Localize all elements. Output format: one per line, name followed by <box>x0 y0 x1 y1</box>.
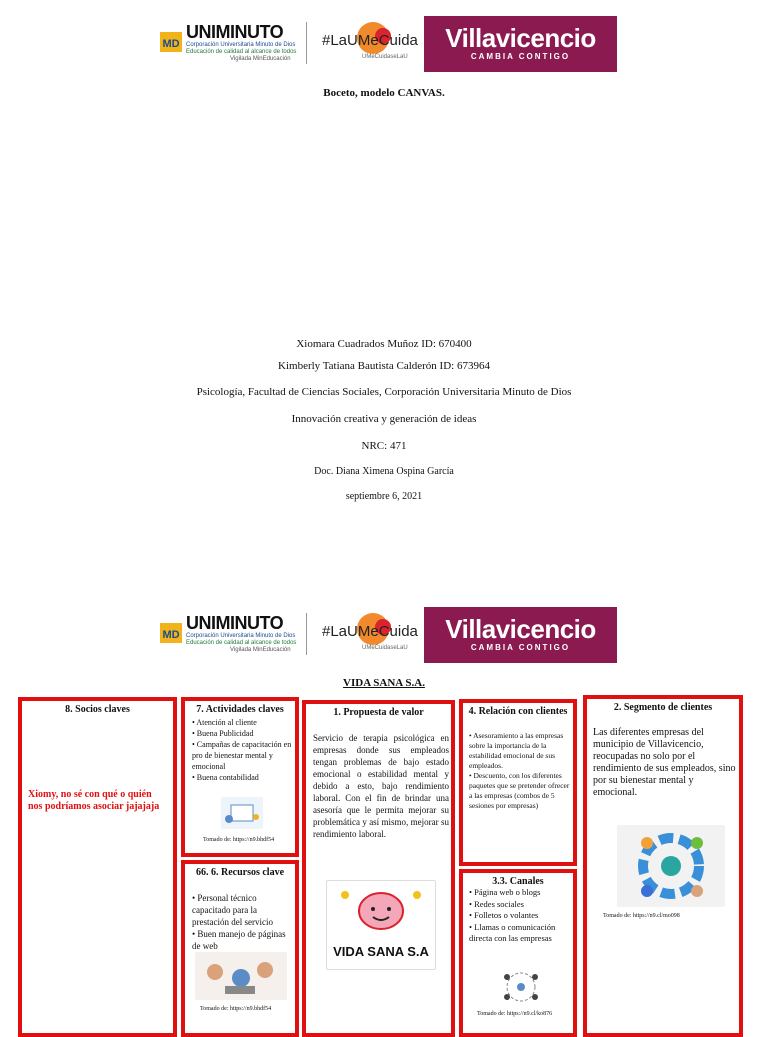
faculty: Psicología, Facultad de Ciencias Sociales, Corporación Universitaria Minuto de Dios <box>196 386 572 398</box>
svg-text:MD: MD <box>162 629 180 641</box>
list-item: • Descuento, con los diferentes paquetes que se pretender ofrecer a las empresas (combos de 5 sesiones por empresas) <box>469 771 570 810</box>
box-relacion-clientes: 4. Relación con clientes • Asesoramiento a las empresas sobre la importancia de la estabilidad emocional de sus empleados. • Descuento, con los diferentes paquetes que se pretender ofrecer a las empresas (combos de 5 sesiones por empresas) <box>459 699 577 866</box>
relacion-list <box>469 731 573 811</box>
uniminuto-logo: MD UNIMINUTO Corporación Universitaria Minuto de Dios Educación de calidad al alcance de todos Vigilada MinEducación <box>160 22 300 64</box>
date: septiembre 6, 2021 <box>345 491 423 502</box>
header-logos-top <box>0 16 768 72</box>
logo-separator <box>306 613 307 655</box>
segmento-text: Las diferentes empresas del municipio de Villavicencio, reocupadas no solo por el rendimiento de sus empleados, sino por su bienestar mental y emocional. <box>593 727 736 798</box>
list-item: • Campañas de capacitación en pro de bienestar mental y emocional <box>192 740 292 771</box>
box-propuesta-valor: 1. Propuesta de valor Servicio de terapia psicológica en empresas donde sus empleados tengan problemas de bajo estado emocional o estabilidad mental y debido a esto, bajo rendimiento laboral. Con el fin de brindar una asesoría que le permita mejorar su problemática y así mismo, mejorar su rendimiento laboral. VIDA SANA S.A <box>302 700 455 1037</box>
source-note: Tomado de: https://n9.bhdf54 <box>200 1006 272 1012</box>
channels-network-icon <box>497 967 545 1007</box>
box-recursos-clave: 66. 6. Recursos clave • Personal técnico capacitado para la prestación del servicio • Buen manejo de páginas de web Tomado de: https://n9.bhdf54 <box>181 860 299 1037</box>
box-socios-claves: 8. Socios claves Xiomy, no sé con qué o quién nos podríamos asociar jajajaja <box>18 697 177 1037</box>
document-title: Boceto, modelo CANVAS. <box>323 87 445 99</box>
logo-separator <box>306 22 307 64</box>
source-note: Tomado de: https://n9.cl/ko876 <box>477 1011 553 1017</box>
list-item: • Buena contabilidad <box>192 773 259 782</box>
list-item: • Buena Publicidad <box>192 729 254 738</box>
box-segmento-clientes: 2. Segmento de clientes Las diferentes empresas del municipio de Villavicencio, reocupadas no solo por el rendimiento de sus empleados, sino por su bienestar mental y emocional. Tomado de: https://n9.cl/mo098 <box>583 695 743 1037</box>
course-name: Innovación creativa y generación de ideas <box>291 413 477 425</box>
customer-segment-gear-icon <box>617 825 725 907</box>
canvas-title: VIDA SANA S.A. <box>343 677 425 689</box>
header-logos-page2 <box>0 607 768 663</box>
socios-note: Xiomy, no sé con qué o quién nos podríamos asociar jajajaja <box>28 789 160 812</box>
canales-list <box>469 887 573 945</box>
list-item: • Llamas o comunicación directa con las empresas <box>469 921 556 943</box>
brain-icon <box>327 881 435 939</box>
author-1: Xiomara Cuadrados Muñoz ID: 670400 <box>296 338 472 350</box>
vida-sana-image-text: VIDA SANA S.A <box>333 944 429 959</box>
list-item: • Asesoramiento a las empresas sobre la importancia de la estabilidad emocional de sus empleados. <box>469 731 564 770</box>
laumecuida-logo: #LaUMeCuida UMeCuidaseLaU <box>322 22 414 66</box>
teacher: Doc. Diana Ximena Ospina García <box>314 466 454 477</box>
recursos-list <box>192 892 292 952</box>
actividades-list <box>192 717 292 783</box>
source-note: Tomado de: https://n9.cl/mo098 <box>603 913 680 919</box>
list-item: • Redes sociales <box>469 898 524 909</box>
uniminuto-logo: MD UNIMINUTO Corporación Universitaria Minuto de Dios Educación de calidad al alcance de todos Vigilada MinEducación <box>160 613 300 655</box>
propuesta-text: Servicio de terapia psicológica en empresas donde sus empleados tengan problemas de bajo estado emocional o estabilidad mental y debido a esto, bajo rendimiento laboral. Con el fin de brindar una asesoría que le permita mejorar su problemática y así mismo, mejorar su rendimiento laboral. <box>313 733 449 839</box>
laumecuida-logo: #LaUMeCuida UMeCuidaseLaU <box>322 613 414 657</box>
vida-sana-brain-illustration <box>326 880 436 970</box>
uniminuto-mark-icon <box>160 617 186 647</box>
villavicencio-logo: Villavicencio CAMBIA CONTIGO <box>424 607 617 663</box>
list-item: • Página web o blogs <box>469 887 541 897</box>
list-item: • Buen manejo de páginas de web <box>192 929 286 951</box>
team-hands-illustration-icon <box>195 952 287 1000</box>
author-2: Kimberly Tatiana Bautista Calderón ID: 673964 <box>278 360 490 372</box>
box-actividades-claves: 7. Actividades claves • Atención al cliente • Buena Publicidad • Campañas de capacitación en pro de bienestar mental y emocional • Buena contabilidad Tomado de: https://n9.bhdf54 <box>181 697 299 857</box>
svg-text:MD: MD <box>162 38 180 50</box>
uniminuto-mark-icon <box>160 26 186 56</box>
accounting-illustration-icon <box>221 797 263 829</box>
nrc: NRC: 471 <box>361 440 407 452</box>
source-note: Tomado de: https://n9.bhdf54 <box>203 837 275 843</box>
list-item: • Folletos o volantes <box>469 910 539 920</box>
box-canales: 3.3. Canales • Página web o blogs • Redes sociales • Folletos o volantes • Llamas o comunicación directa con las empresas Tomado de: https://n9.cl/ko876 <box>459 869 577 1037</box>
list-item: • Personal técnico capacitado para la prestación del servicio <box>192 893 273 927</box>
villavicencio-logo: Villavicencio CAMBIA CONTIGO <box>424 16 617 72</box>
list-item: • Atención al cliente <box>192 718 257 727</box>
